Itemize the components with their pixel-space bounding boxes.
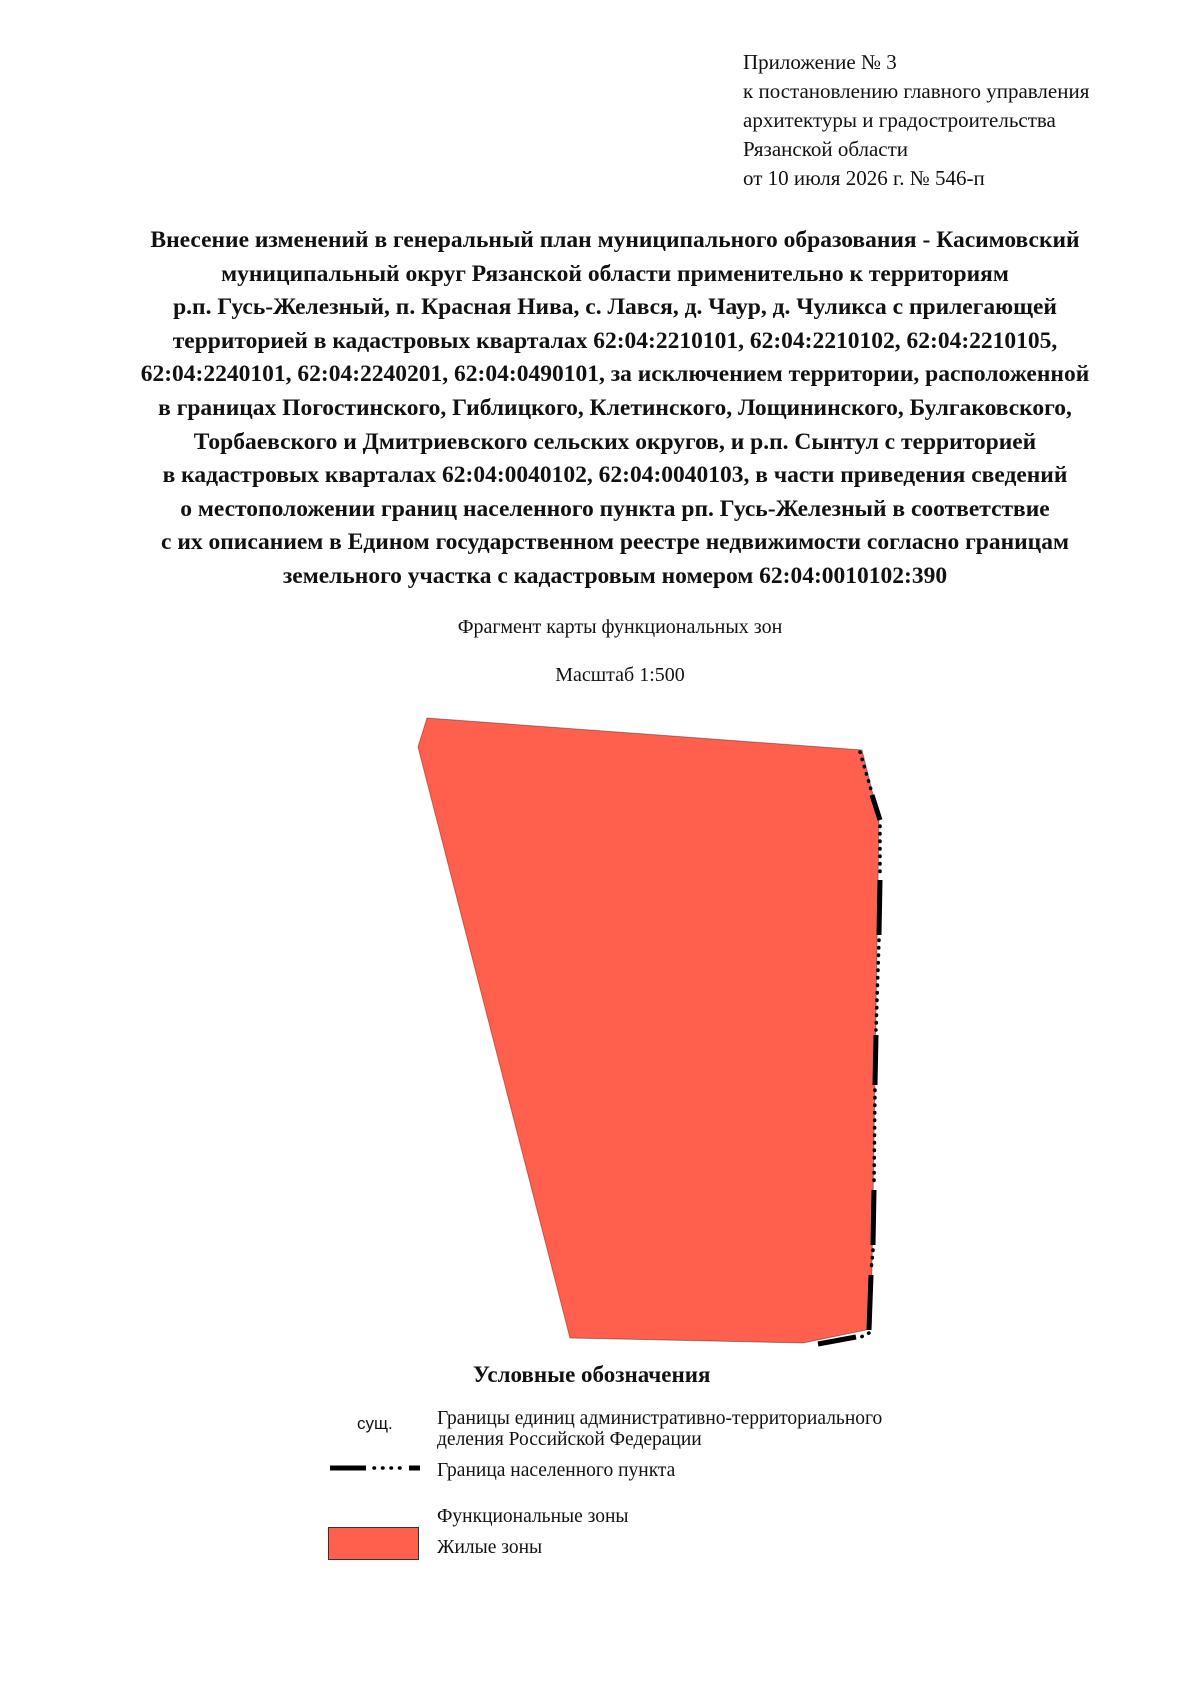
title-line: Внесение изменений в генеральный план муниципального образования - Касимовский: [150, 227, 1080, 253]
appendix-block: [743, 48, 1089, 193]
title-line: р.п. Гусь-Железный, п. Красная Нива, с. Лався, д. Чаур, д. Чуликса с прилегающей: [173, 294, 1057, 321]
settlement-boundary-symbol: [328, 1460, 423, 1476]
title-line: в кадастровых кварталах 62:04:0040102, 62:04:0040103, в части приведения сведений: [162, 462, 1068, 489]
legend-residential-zones-label: Жилые зоны: [437, 1537, 543, 1558]
map-fragment: [0, 700, 1200, 1360]
admin-boundary-symbol: сущ.: [357, 1414, 393, 1433]
title-line: территорией в кадастровых кварталах 62:04:2210101, 62:04:2210102, 62:04:2210105,: [172, 327, 1058, 354]
appendix-line: Рязанской области: [743, 137, 909, 161]
legend-admin-boundary-label: [437, 1408, 882, 1450]
title-line: с их описанием в Едином государственном реестре недвижимости согласно границам: [161, 529, 1069, 556]
legend-admin-boundary-line: Границы единиц административно-территориального: [437, 1408, 883, 1429]
map-scale-label: Масштаб 1:500: [555, 664, 685, 686]
document-title: [55, 224, 1175, 594]
title-line: о местоположении границ населенного пункта рп. Гусь-Железный в соответствие: [180, 495, 1050, 522]
appendix-line: Приложение № 3: [743, 50, 897, 74]
legend-admin-boundary-line: деления Российской Федерации: [437, 1429, 702, 1450]
title-line: Торбаевского и Дмитриевского сельских округов, и р.п. Сынтул с территорией: [193, 428, 1037, 455]
residential-zone-polygon: [418, 718, 879, 1343]
appendix-line: архитектуры и градостроительства: [743, 108, 1056, 132]
legend-title: Условные обозначения: [473, 1362, 711, 1387]
map-fragment-caption: Фрагмент карты функциональных зон: [457, 616, 783, 638]
appendix-line: к постановлению главного управления: [743, 79, 1090, 103]
residential-zone-swatch: [328, 1527, 419, 1560]
legend-settlement-boundary-label: Граница населенного пункта: [437, 1460, 676, 1481]
title-line: земельного участка с кадастровым номером 62:04:0010102:390: [282, 562, 948, 589]
title-line: в границах Погостинского, Гиблицкого, Клетинского, Лощининского, Булгаковского,: [158, 394, 1072, 421]
title-line: 62:04:2240101, 62:04:2240201, 62:04:0490101, за исключением территории, расположенной: [140, 361, 1090, 388]
appendix-line: от 10 июля 2026 г. № 546-п: [743, 166, 985, 190]
title-line: муниципальный округ Рязанской области применительно к территориям: [221, 260, 1009, 287]
legend-functional-zones-heading: Функциональные зоны: [437, 1506, 629, 1527]
